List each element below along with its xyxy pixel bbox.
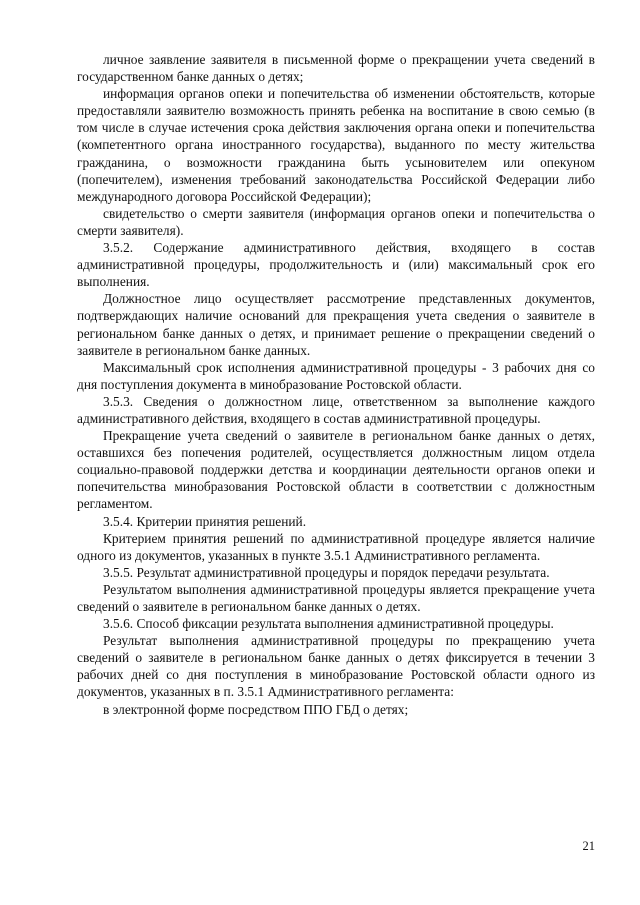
paragraph-max-duration: Максимальный срок исполнения административной процедуры - 3 рабочих дня со дня поступления документа в минобразование Ростовской области. bbox=[77, 359, 595, 392]
paragraph-electronic-form: в электронной форме посредством ППО ГБД о детях; bbox=[103, 701, 409, 717]
paragraph-procedure-result: Результатом выполнения административной процедуры является прекращение учета сведений о заявителе в региональном банке данных о детях. bbox=[77, 581, 595, 614]
paragraph-termination-responsible: Прекращение учета сведений о заявителе в региональном банке данных о детях, оставшихся без попечения родителей, осуществляется должностным лицом отдела социально-правовой поддержки детства и координации деятельности органов опеки и попечительства минобразования Ростовской области в соответствии с должностным регламентом. bbox=[77, 428, 595, 512]
paragraph-death-certificate: свидетельство о смерти заявителя (информация органов опеки и попечительства о смерти заявителя). bbox=[77, 205, 595, 238]
page-number: 21 bbox=[582, 839, 595, 853]
paragraph-guardianship-info: информация органов опеки и попечительства об изменении обстоятельств, которые предоставляли заявителю возможность принять ребенка на воспитание в свою семью (в том числе в случае истечения срока действия заключения органа опеки и попечительства (компетентного органа иностранного государства), выданного по месту жительства гражданина, о возможности гражданина быть усыновителем или опекуном (попечителем), изменения требований законодательства Российской Федерации либо международного договора Российской Федерации); bbox=[77, 86, 595, 204]
paragraph-decision-criterion: Критерием принятия решений по административной процедуре является наличие одного из документов, указанных в пункте 3.5.1 Административного регламента. bbox=[77, 530, 595, 563]
paragraph-result-recording: Результат выполнения административной процедуры по прекращению учета сведений о заявителе в региональном банке данных о детях фиксируется в течении 3 рабочих дней со дня поступления в минобразование Ростовской области одного из документов, указанных в п. 3.5.1 Административного регламента: bbox=[77, 633, 595, 700]
section-3-5-2-heading: 3.5.2. Содержание административного действия, входящего в состав административной процедуры, продолжительность и (или) максимальный срок его выполнения. bbox=[77, 240, 595, 290]
paragraph-personal-statement: личное заявление заявителя в письменной форме о прекращении учета сведений в государственном банке данных о детях; bbox=[77, 52, 595, 85]
section-3-5-4-heading: 3.5.4. Критерии принятия решений. bbox=[103, 513, 307, 529]
paragraph-official-review: Должностное лицо осуществляет рассмотрение представленных документов, подтверждающих наличие оснований для прекращения учета сведения о заявителе в региональном банке данных о детях, и принимает решение о прекращении сведений о заявителе в региональном банке данных. bbox=[77, 291, 595, 358]
section-3-5-5-heading: 3.5.5. Результат административной процедуры и порядок передачи результата. bbox=[103, 564, 550, 580]
section-3-5-3-heading: 3.5.3. Сведения о должностном лице, ответственном за выполнение каждого административного действия, входящего в состав административной процедуры. bbox=[77, 393, 595, 426]
section-3-5-6-heading: 3.5.6. Способ фиксации результата выполнения административной процедуры. bbox=[103, 616, 554, 632]
